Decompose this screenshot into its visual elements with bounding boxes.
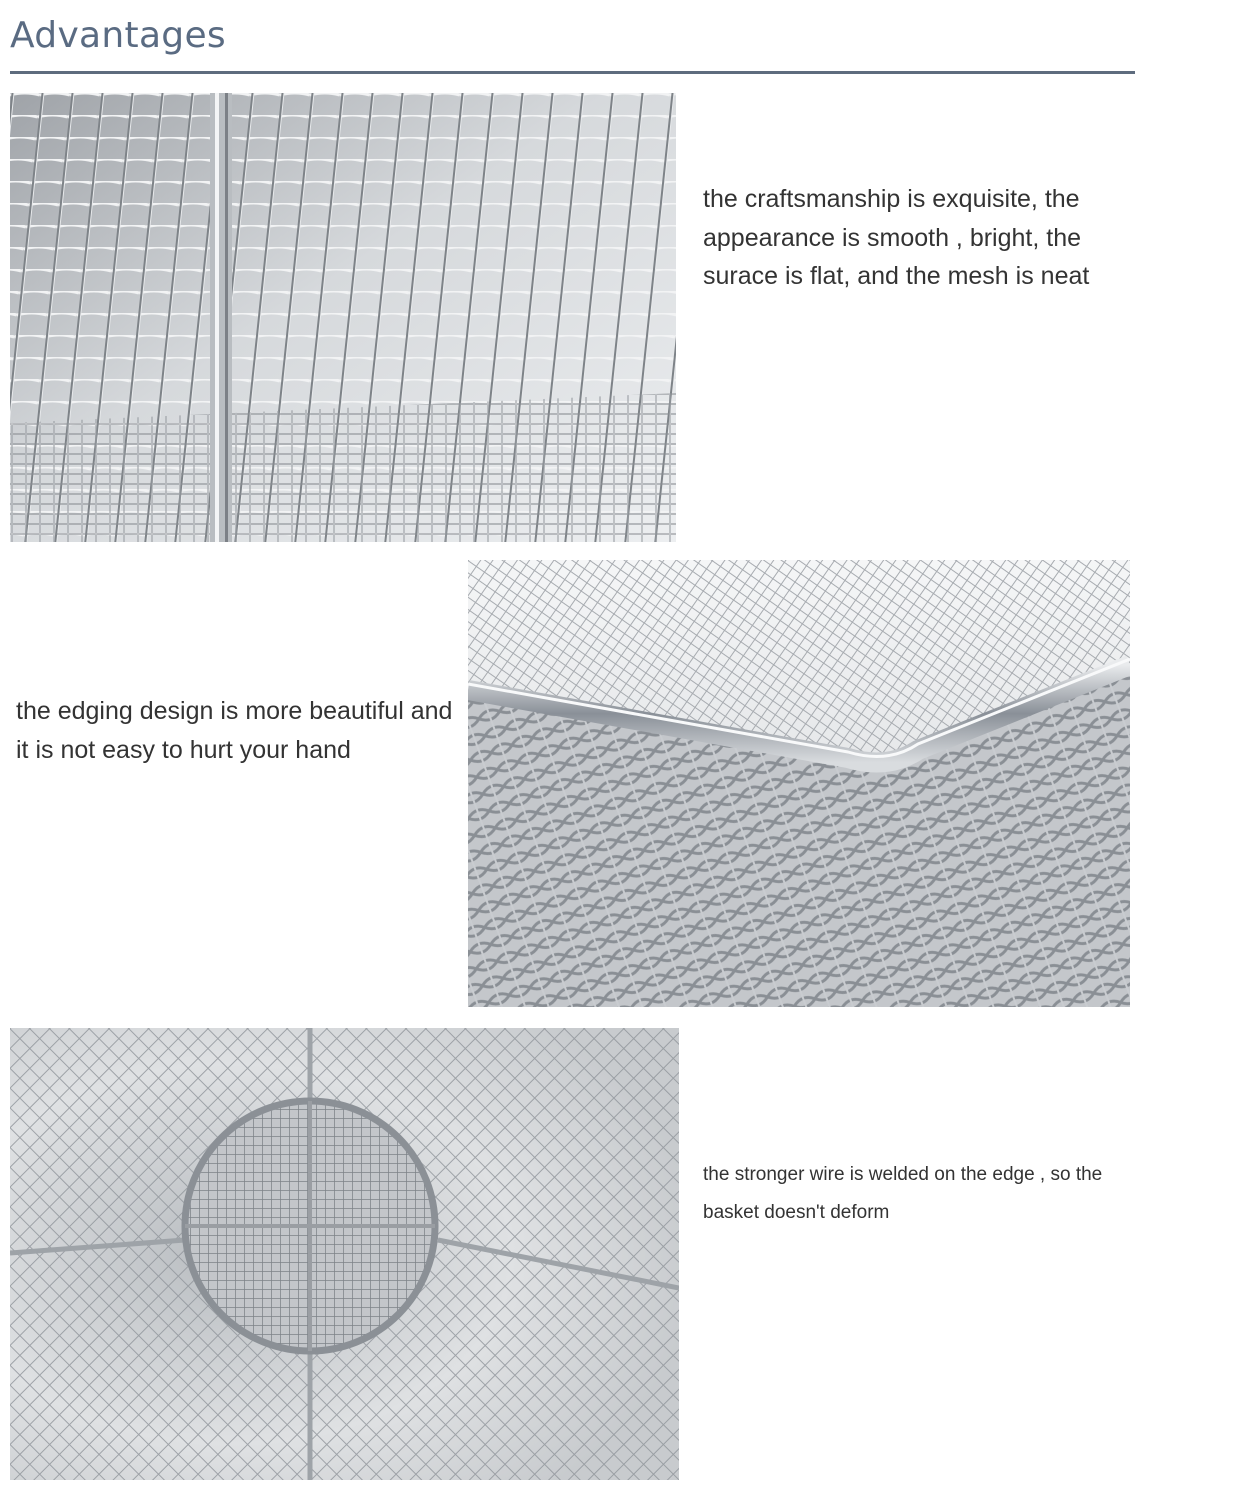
- mesh-closeup-image: [10, 93, 676, 542]
- feature-text-craftsmanship: the craftsmanship is exquisite, the appearance is smooth , bright, the surace is flat, and the mesh is neat: [703, 185, 1090, 290]
- round-basket-image: [10, 1028, 679, 1480]
- heading-divider: [10, 71, 1135, 74]
- basket-edging-image: [468, 560, 1130, 1007]
- section-heading: Advantages: [10, 15, 226, 56]
- feature-text-edging: the edging design is more beautiful and it is not easy to hurt your hand: [16, 697, 453, 764]
- feature-text-welded-wire: the stronger wire is welded on the edge , so the basket doesn't deform: [703, 1164, 1103, 1223]
